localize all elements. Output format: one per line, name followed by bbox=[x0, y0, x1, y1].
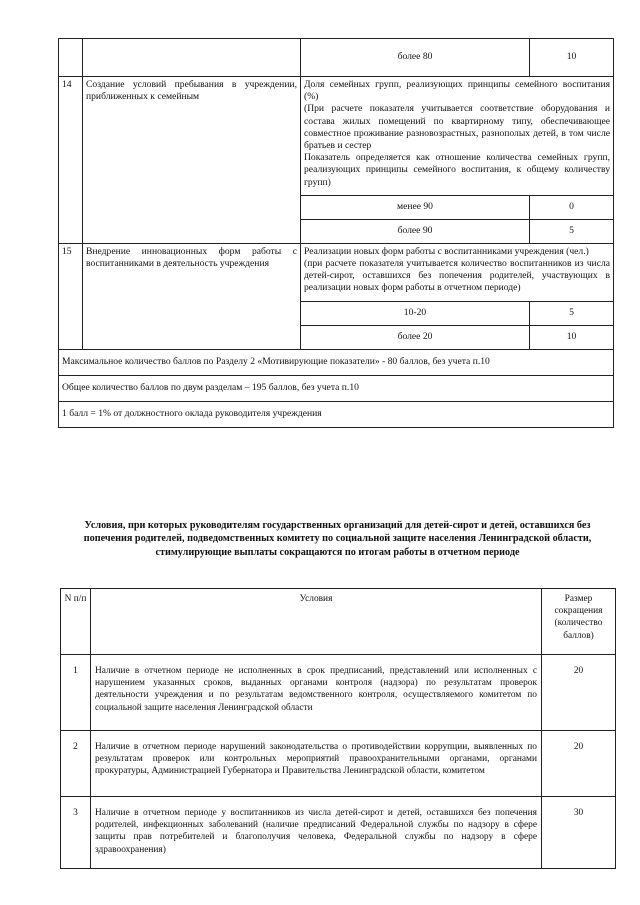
row-number: 1 bbox=[61, 655, 91, 731]
summary-row bbox=[59, 401, 614, 427]
points-cell: 0 bbox=[530, 195, 614, 219]
value-cell: более 20 bbox=[301, 325, 530, 349]
value-cell: 10-20 bbox=[301, 301, 530, 325]
points-cell: 5 bbox=[530, 219, 614, 243]
indicator-line: Показатель определяется как отношение количества семейных групп, реализующих принципы семейного воспитания, к общему количеству групп) bbox=[304, 152, 610, 188]
value-cell: более 80 bbox=[301, 39, 530, 77]
item-number: 14 bbox=[59, 77, 83, 244]
table-row bbox=[61, 731, 616, 797]
header-conditions: Условия bbox=[91, 589, 542, 655]
indicator-line: (при расчете показателя учитывается количество воспитанников из числа детей-сирот, оставшихся без попечения родителей, участвующих в реализации новых форм работы в отчетном периоде) bbox=[304, 258, 610, 294]
indicator-cell bbox=[301, 77, 614, 196]
row-number: 3 bbox=[61, 797, 91, 869]
condition-cell: Создание условий пребывания в учреждении, приближенных к семейным bbox=[83, 77, 301, 244]
row-condition: Наличие в отчетном периоде не исполненных в срок предписаний, представлений или исполненных с нарушением указанных сроков, выданных органами контроля (надзора) по результатам проверок деятельности учреждения и по результатам ведомственного контроля, осуществляемого комитетом по социальной защите населения Ленинградской области bbox=[91, 655, 542, 731]
table-row bbox=[61, 797, 616, 869]
points-cell: 10 bbox=[530, 325, 614, 349]
summary-max-points: Максимальное количество баллов по Разделу 2 «Мотивирующие показатели» - 80 баллов, без учета п.10 bbox=[59, 349, 614, 375]
row-points: 20 bbox=[542, 731, 616, 797]
summary-row bbox=[59, 375, 614, 401]
points-cell: 5 bbox=[530, 301, 614, 325]
table-header-row bbox=[61, 589, 616, 655]
summary-total-points: Общее количество баллов по двум разделам – 195 баллов, без учета п.10 bbox=[59, 375, 614, 401]
indicator-line: Реализации новых форм работы с воспитанниками учреждения (чел.) bbox=[304, 245, 589, 257]
summary-point-value: 1 балл = 1% от должностного оклада руководителя учреждения bbox=[59, 401, 614, 427]
value-cell: менее 90 bbox=[301, 195, 530, 219]
row-points: 20 bbox=[542, 655, 616, 731]
header-reduction: Размер сокращения (количество баллов) bbox=[542, 589, 616, 655]
summary-row bbox=[59, 349, 614, 375]
row-condition: Наличие в отчетном периоде нарушений законодательства о противодействии коррупции, выявленных по результатам проверок или контрольных мероприятий правоохранительными органами, органами прокуратуры, Администрацией Губернатора и Правительства Ленинградской области, комитетом bbox=[91, 731, 542, 797]
row-condition: Наличие в отчетном периоде у воспитанников из числа детей-сирот и детей, оставшихся без попечения родителей, инфекционных заболеваний (наличие предписаний Федеральной службы по надзору в сфере защиты прав потребителей и благополучия человека, Федеральной службы по надзору в сфере здравоохранения) bbox=[91, 797, 542, 869]
value-cell: более 90 bbox=[301, 219, 530, 243]
row-points: 30 bbox=[542, 797, 616, 869]
condition-cell: Внедрение инновационных форм работы с воспитанниками в деятельность учреждения bbox=[83, 243, 301, 349]
reduction-table bbox=[60, 588, 616, 869]
indicator-line: (При расчете показателя учитывается соответствие оборудования и состава жилых помещений по квартирному типу, обеспечивающее совместное проживание разновозрастных, разнополых детей, в том числе братьев и сестер bbox=[304, 103, 610, 152]
row-number: 2 bbox=[61, 731, 91, 797]
table-row bbox=[59, 39, 614, 77]
section-heading: Условия, при которых руководителям государственных организаций для детей-сирот и детей, оставшихся без попечения родителей, подведомственных комитету по социальной защите населения Ленинградской области, стимулирующие выплаты сокращаются по итогам работы в отчетном периоде bbox=[83, 520, 592, 558]
indicator-cell bbox=[301, 243, 614, 301]
indicator-line: Доля семейных групп, реализующих принципы семейного воспитания (%) bbox=[304, 79, 610, 103]
points-cell: 10 bbox=[530, 39, 614, 77]
table-row bbox=[61, 655, 616, 731]
table-row bbox=[59, 243, 614, 301]
header-num: N п/п bbox=[61, 589, 91, 655]
item-number: 15 bbox=[59, 243, 83, 349]
table-row bbox=[59, 77, 614, 196]
criteria-table bbox=[58, 38, 614, 428]
